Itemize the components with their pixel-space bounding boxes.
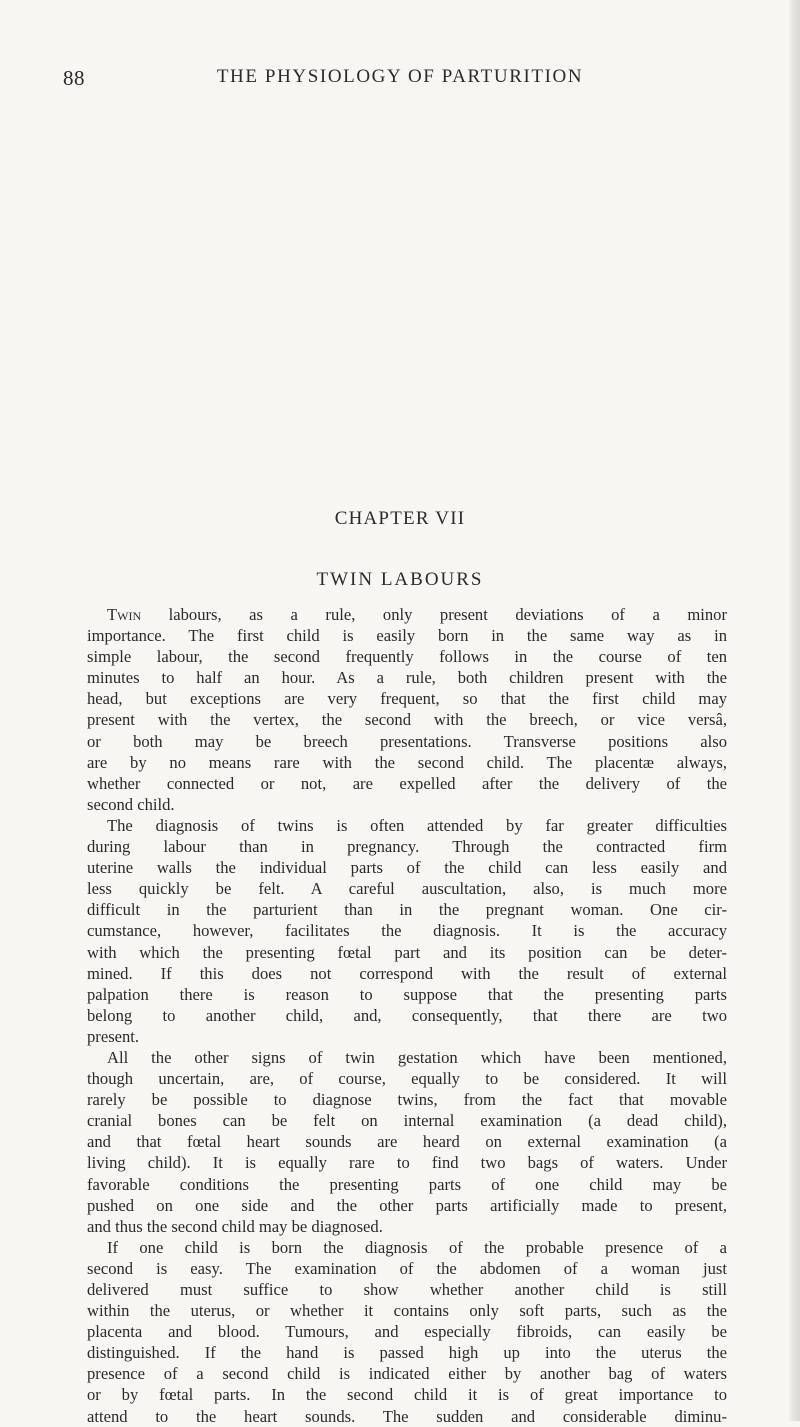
text-line: or both may be breech presentations. Transverse positions also xyxy=(87,731,727,751)
text-line: The diagnosis of twins is often attended by far greater difficulties xyxy=(107,815,727,835)
text-line: with which the presenting fœtal part and its position can be deter- xyxy=(87,942,727,962)
opening-word: Twin xyxy=(107,605,142,624)
text-line: uterine walls the individual parts of the child can less easily and xyxy=(87,858,727,878)
text-line: belong to another child, and, consequently, that there are two xyxy=(87,1005,727,1025)
text-line: minutes to half an hour. As a rule, both children present with the xyxy=(87,668,727,688)
text-line: Twin labours, as a rule, only present deviations of a minor xyxy=(107,605,727,624)
text-line: cranial bones can be felt on internal examination (a dead child), xyxy=(87,1111,727,1131)
text-line: head, but exceptions are very frequent, so that the first child may xyxy=(87,689,727,709)
running-head: THE PHYSIOLOGY OF PARTURITION xyxy=(216,66,584,87)
text-line: whether connected or not, are expelled after the delivery of the xyxy=(87,773,727,793)
text-line: favorable conditions the presenting parts of one child may be xyxy=(87,1174,727,1194)
text-line: present with the vertex, the second with the breech, or vice versâ, xyxy=(87,710,727,730)
text-line: importance. The first child is easily born in the same way as in xyxy=(87,626,727,646)
text-line: cumstance, however, facilitates the diagnosis. It is the accuracy xyxy=(87,921,727,941)
text-line: placenta and blood. Tumours, and especially fibroids, can easily be xyxy=(87,1322,727,1342)
chapter-title: TWIN LABOURS xyxy=(316,569,484,590)
text-line: are by no means rare with the second child. The placentæ always, xyxy=(87,752,727,772)
text-line: attend to the heart sounds. The sudden and considerable diminu- xyxy=(87,1406,727,1426)
text-line: during labour than in pregnancy. Through the contracted firm xyxy=(87,837,727,857)
text-line: or by fœtal parts. In the second child it is of great importance to xyxy=(87,1385,727,1405)
text-line: rarely be possible to diagnose twins, from the fact that movable xyxy=(87,1090,727,1110)
text-line: and thus the second child may be diagnosed. xyxy=(87,1216,383,1236)
page-number: 88 xyxy=(63,66,85,90)
text-line: and that fœtal heart sounds are heard on external examination (a xyxy=(87,1132,727,1152)
text-line: within the uterus, or whether it contains only soft parts, such as the xyxy=(87,1301,727,1321)
text-line: living child). It is equally rare to find two bags of waters. Under xyxy=(87,1153,727,1173)
text-line: difficult in the parturient than in the pregnant woman. One cir- xyxy=(87,900,727,920)
text-line: though uncertain, are, of course, equally to be considered. It will xyxy=(87,1069,727,1089)
text-line: distinguished. If the hand is passed high up into the uterus the xyxy=(87,1343,727,1363)
text-line: second is easy. The examination of the abdomen of a woman just xyxy=(87,1258,727,1278)
chapter-label: CHAPTER VII xyxy=(334,508,466,529)
text-line: If one child is born the diagnosis of the probable presence of a xyxy=(107,1237,727,1257)
text-line: second child. xyxy=(87,794,175,814)
body-text xyxy=(87,604,727,1427)
text-line: All the other signs of twin gestation which have been mentioned, xyxy=(107,1047,727,1067)
text-line: presence of a second child is indicated either by another bag of waters xyxy=(87,1364,727,1384)
text-line: pushed on one side and the other parts artificially made to present, xyxy=(87,1195,727,1215)
page-edge-shadow xyxy=(788,0,800,1421)
text-line: mined. If this does not correspond with the result of external xyxy=(87,963,727,983)
text-line: delivered must suffice to show whether another child is still xyxy=(87,1280,727,1299)
text-line: palpation there is reason to suppose that the presenting parts xyxy=(87,984,727,1004)
text-line: simple labour, the second frequently follows in the course of ten xyxy=(87,647,727,667)
text-line: present. xyxy=(87,1026,140,1046)
text-line: less quickly be felt. A careful auscultation, also, is much more xyxy=(87,879,727,899)
